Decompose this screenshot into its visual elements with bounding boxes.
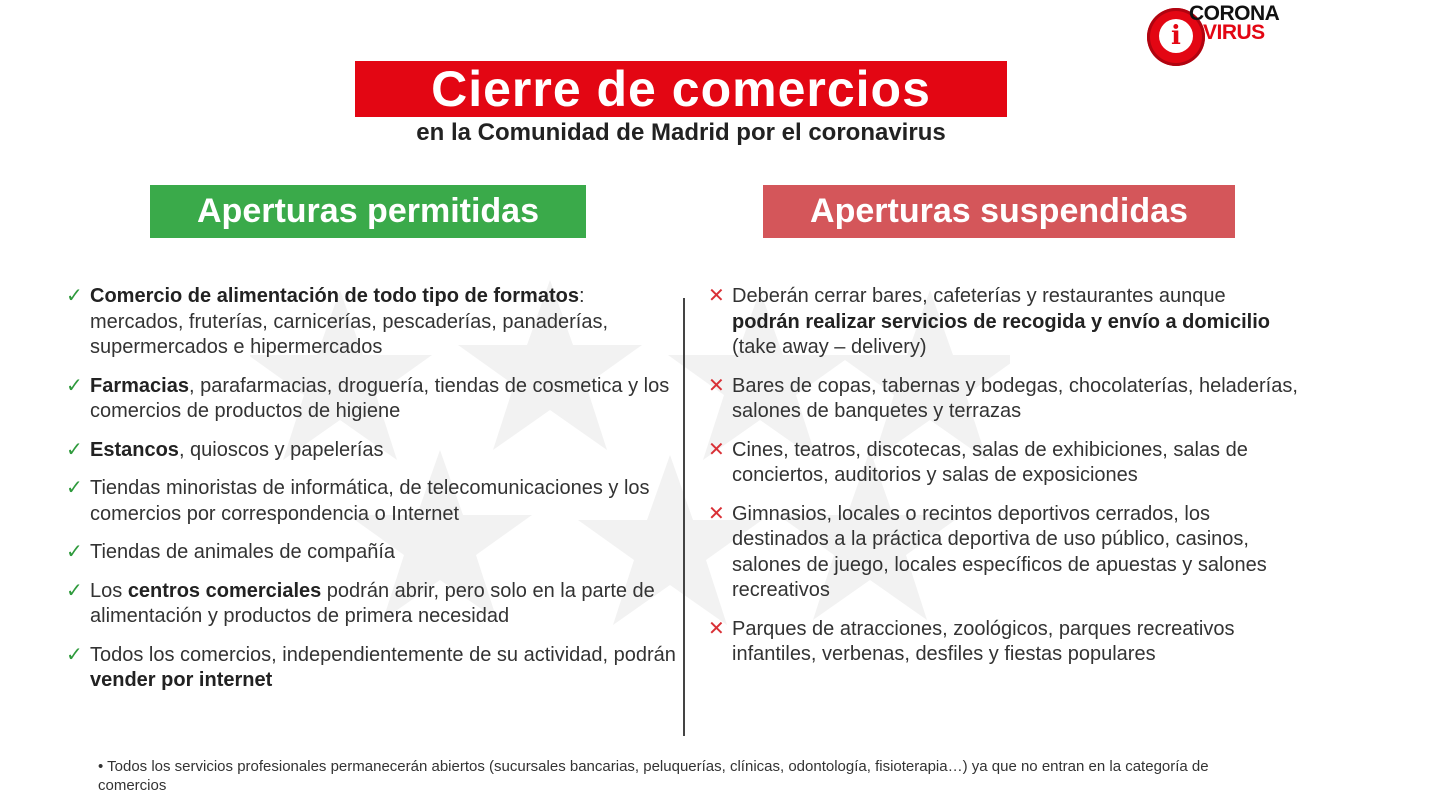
suspended-item bbox=[708, 617, 1298, 668]
permitted-item bbox=[66, 540, 676, 566]
item-text: Bares de copas, tabernas y bodegas, chocolaterías, heladerías, salones de banquetes y terrazas bbox=[732, 374, 1298, 422]
suspended-item bbox=[708, 284, 1298, 361]
permitted-item bbox=[66, 438, 676, 464]
cross-icon: ✕ bbox=[708, 374, 725, 397]
check-icon: ✓ bbox=[66, 285, 83, 307]
bold-text: podrán realizar servicios de recogida y envío a domicilio bbox=[732, 310, 1270, 333]
check-icon: ✓ bbox=[66, 477, 83, 499]
permitted-item bbox=[66, 579, 676, 630]
bold-text: Farmacias bbox=[90, 374, 189, 397]
page-title: Cierre de comercios bbox=[355, 61, 1007, 117]
bold-text: vender por internet bbox=[90, 669, 273, 691]
footnote: • Todos los servicios profesionales permanecerán abiertos (sucursales bancarias, peluquerías, clínicas, odontología, fisioterapia…) ya que no entran en la categoría de comercios bbox=[98, 758, 1209, 794]
permitted-item bbox=[66, 643, 676, 694]
item-text: Los bbox=[90, 579, 128, 602]
cross-icon: ✕ bbox=[708, 617, 725, 640]
check-icon: ✓ bbox=[66, 374, 83, 397]
item-text: , quioscos y papelerías bbox=[178, 438, 384, 461]
item-text: Tiendas minoristas de informática, de telecomunicaciones y los comercios por correspondencia o Internet bbox=[90, 477, 650, 525]
permitted-list bbox=[66, 284, 676, 707]
suspended-header: Aperturas suspendidas bbox=[763, 185, 1235, 238]
suspended-item bbox=[708, 502, 1298, 604]
check-icon: ✓ bbox=[66, 438, 83, 461]
suspended-list bbox=[708, 284, 1298, 681]
bold-text: Estancos bbox=[90, 438, 179, 461]
item-text: Tiendas de animales de compañía bbox=[90, 541, 395, 563]
cross-icon: ✕ bbox=[708, 438, 725, 461]
cross-icon: ✕ bbox=[708, 285, 725, 307]
item-text: Parques de atracciones, zoológicos, parques recreativos infantiles, verbenas, desfiles y fiestas populares bbox=[732, 617, 1235, 665]
logo-word-virus: VIRUS bbox=[1203, 21, 1265, 44]
cross-icon: ✕ bbox=[708, 502, 725, 525]
bold-text: centros comerciales bbox=[127, 579, 322, 602]
item-text: Cines, teatros, discotecas, salas de exhibiciones, salas de conciertos, auditorios y salas de exposiciones bbox=[732, 438, 1248, 486]
permitted-item bbox=[66, 476, 676, 527]
permitted-header: Aperturas permitidas bbox=[150, 185, 586, 238]
item-text: , parafarmacias, droguería, tiendas de cosmetica y los comercios de productos de higiene bbox=[90, 374, 670, 422]
coronavirus-logo bbox=[1145, 2, 1280, 74]
item-text: podrán abrir, pero solo en la parte de alimentación y productos de primera necesidad bbox=[90, 579, 655, 627]
permitted-item bbox=[66, 374, 676, 425]
suspended-item bbox=[708, 374, 1298, 425]
check-icon: ✓ bbox=[66, 541, 83, 563]
page-subtitle: en la Comunidad de Madrid por el coronavirus bbox=[416, 119, 946, 146]
bold-text: Comercio de alimentación de todo tipo de formatos bbox=[90, 285, 579, 307]
item-text: : mercados, fruterías, carnicerías, pescaderías, panaderías, supermercados e hipermercados bbox=[90, 285, 609, 358]
suspended-item bbox=[708, 438, 1298, 489]
item-text: (take away – delivery) bbox=[732, 336, 927, 358]
check-icon: ✓ bbox=[66, 643, 83, 666]
item-text: Gimnasios, locales o recintos deportivos cerrados, los destinados a la práctica deportiva de uso público, casinos, salones de juego, locales específicos de apuestas y salones recreativos bbox=[732, 502, 1267, 601]
item-text: Todos los comercios, independientemente de su actividad, podrán bbox=[90, 643, 676, 666]
item-text: Deberán cerrar bares, cafeterías y restaurantes aunque bbox=[732, 285, 1226, 307]
check-icon: ✓ bbox=[66, 579, 83, 602]
column-divider bbox=[683, 298, 685, 736]
info-icon: i bbox=[1159, 19, 1193, 53]
logo-word-corona: CORONA bbox=[1189, 2, 1280, 25]
permitted-item bbox=[66, 284, 676, 361]
